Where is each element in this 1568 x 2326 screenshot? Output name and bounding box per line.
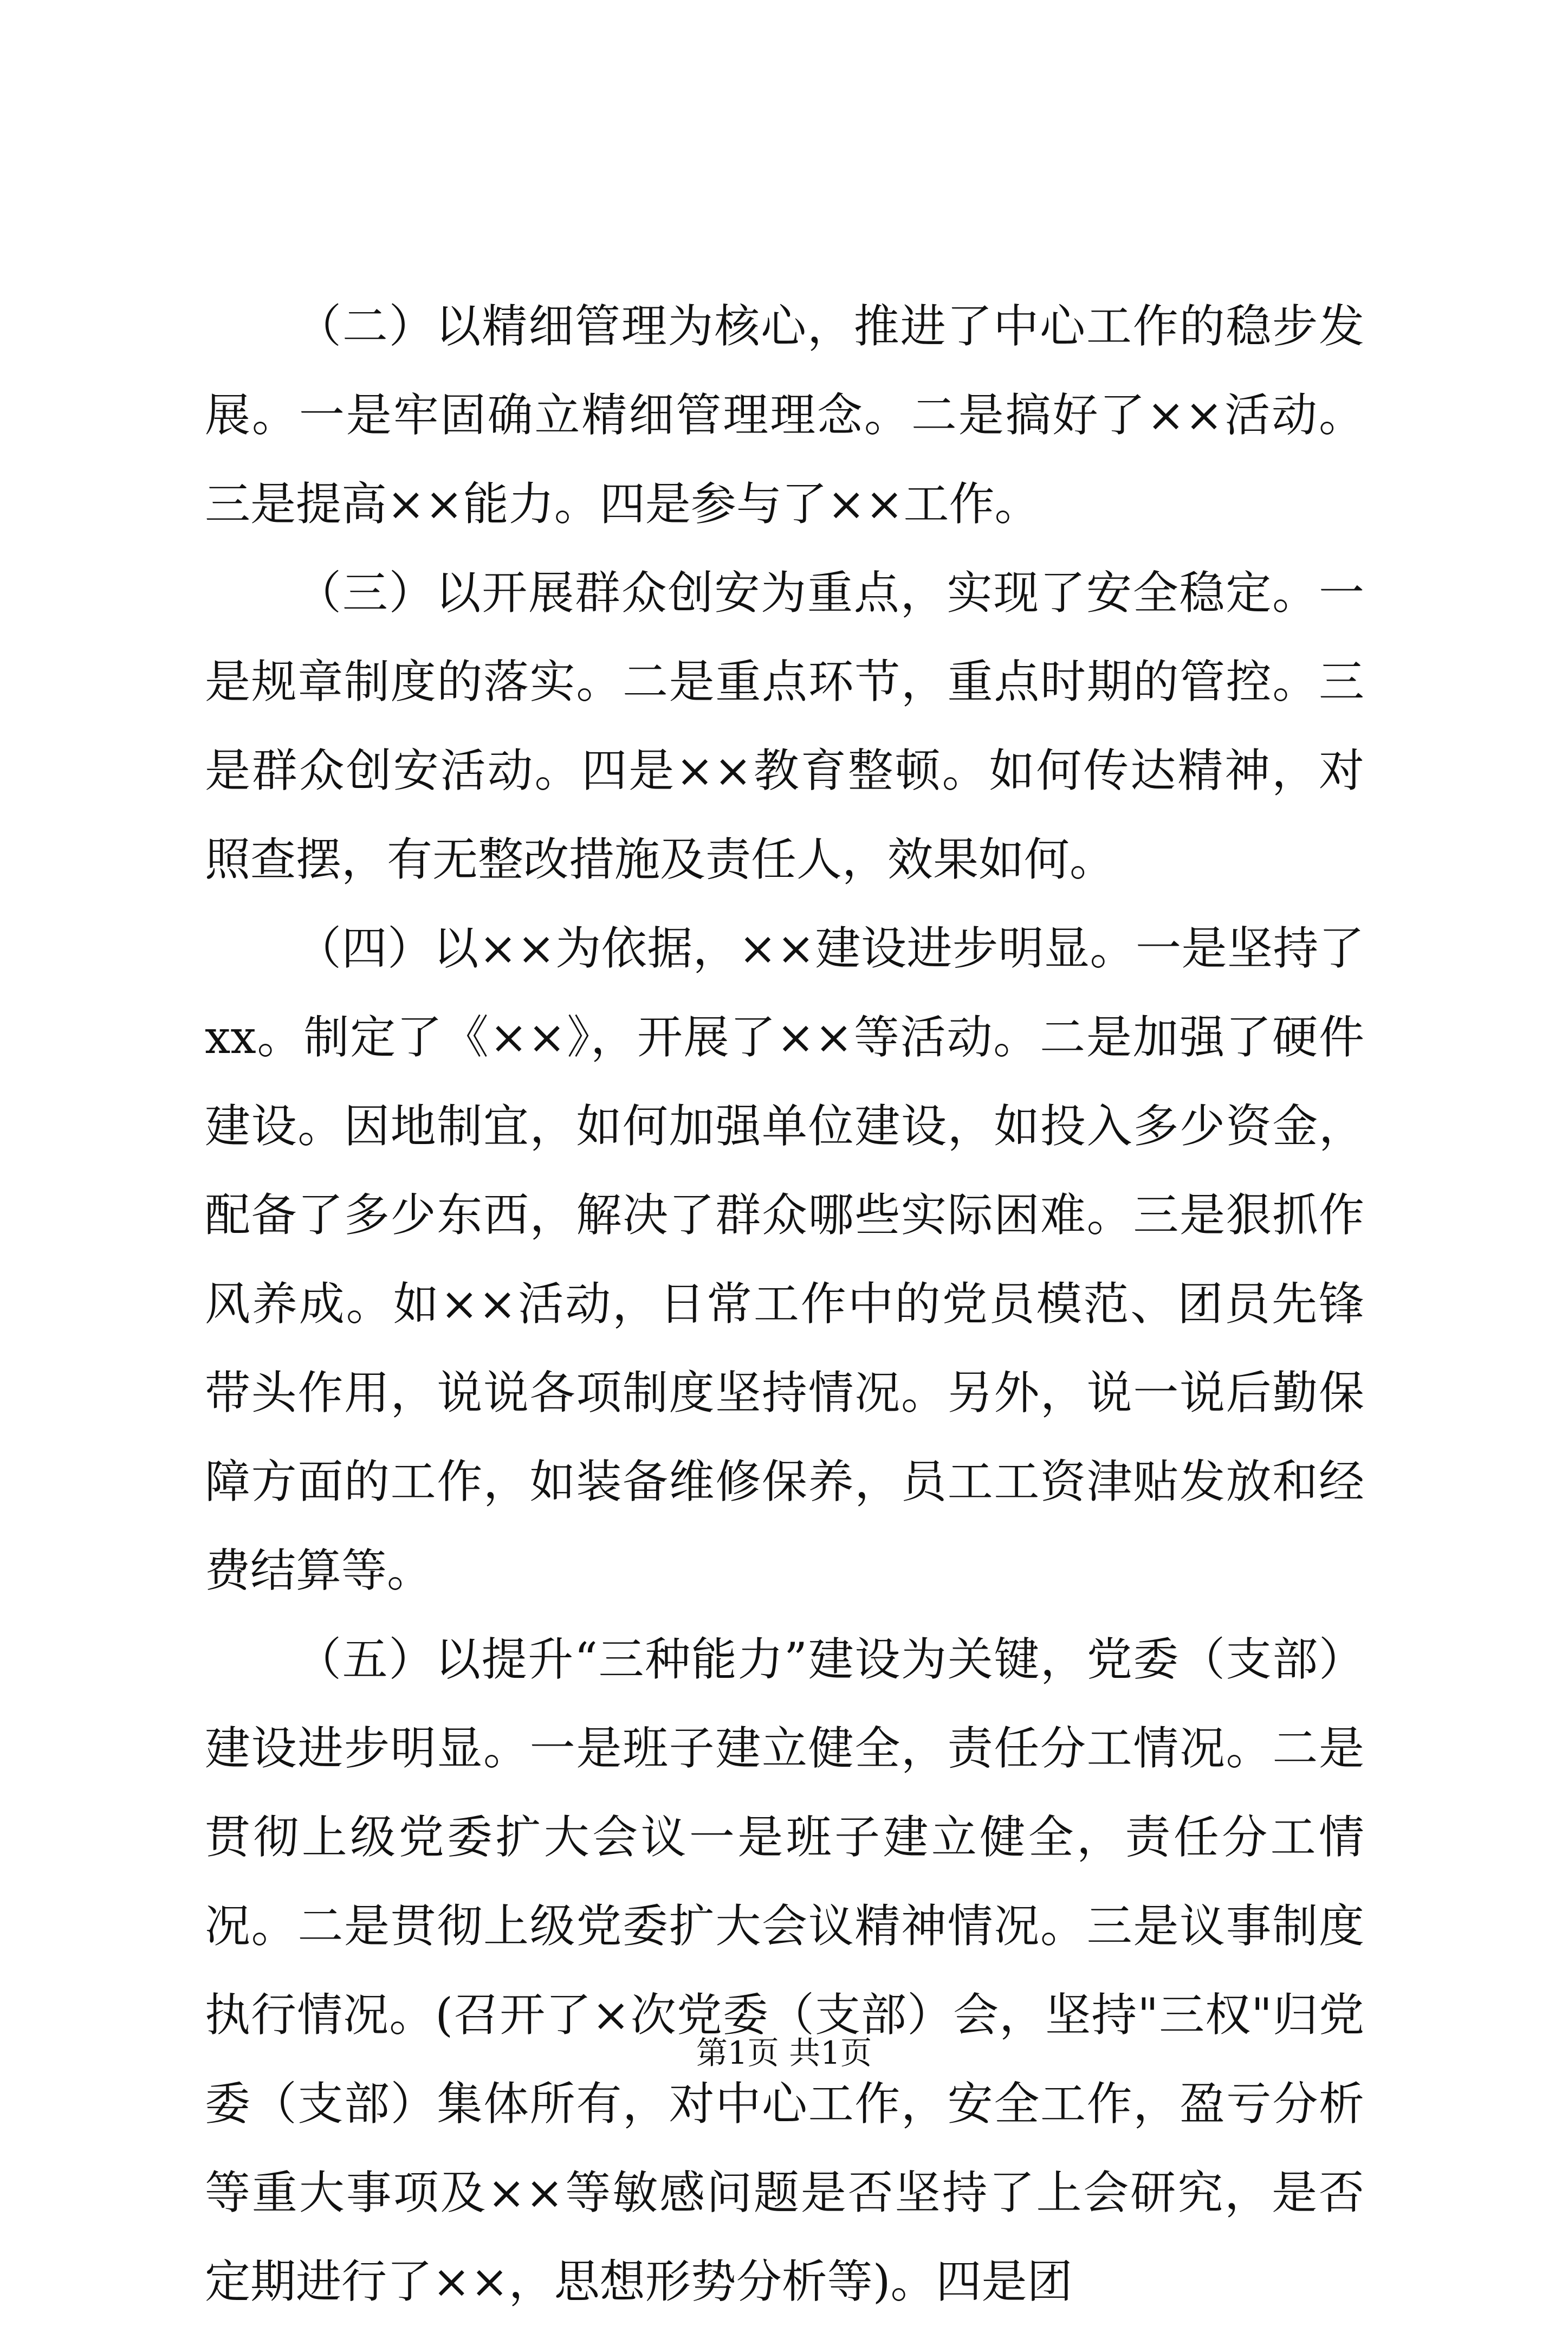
paragraph-3: （三）以开展群众创安为重点，实现了安全稳定。一是规章制度的落实。二是重点环节，重点时期的管控。三是群众创安活动。四是××教育整顿。如何传达精神，对照查摆，有无整改措施及责任人，效果如何。 xyxy=(205,566,1364,886)
paragraph-5: （五）以提升“三种能力”建设为关键，党委（支部）建设进步明显。一是班子建立健全，责任分工情况。二是贯彻上级党委扩大会议一是班子建立健全，责任分工情况。二是贯彻上级党委扩大会议精神情况。三是议事制度执行情况。(召开了×次党委（支部）会，坚持"三权"归党委（支部）集体所有，对中心工作，安全工作，盈亏分析等重大事项及××等敏感问题是否坚持了上会研究，是否定期进行了××，思想形势分析等)。四是团 xyxy=(205,1633,1364,2308)
document-body xyxy=(205,282,1364,2326)
page-footer: 第1页 共1页 xyxy=(696,2034,872,2071)
paragraph-4: （四）以××为依据，××建设进步明显。一是坚持了xx。制定了《××》，开展了××等活动。二是加强了硬件建设。因地制宜，如何加强单位建设，如投入多少资金，配备了多少东西，解决了群众哪些实际困难。三是狠抓作风养成。如××活动，日常工作中的党员模范、团员先锋带头作用，说说各项制度坚持情况。另外，说一说后勤保障方面的工作，如装备维修保养，员工工资津贴发放和经费结算等。 xyxy=(205,922,1364,1597)
paragraph-2: （二）以精细管理为核心，推进了中心工作的稳步发展。一是牢固确立精细管理理念。二是搞好了××活动。三是提高××能力。四是参与了××工作。 xyxy=(205,300,1364,531)
